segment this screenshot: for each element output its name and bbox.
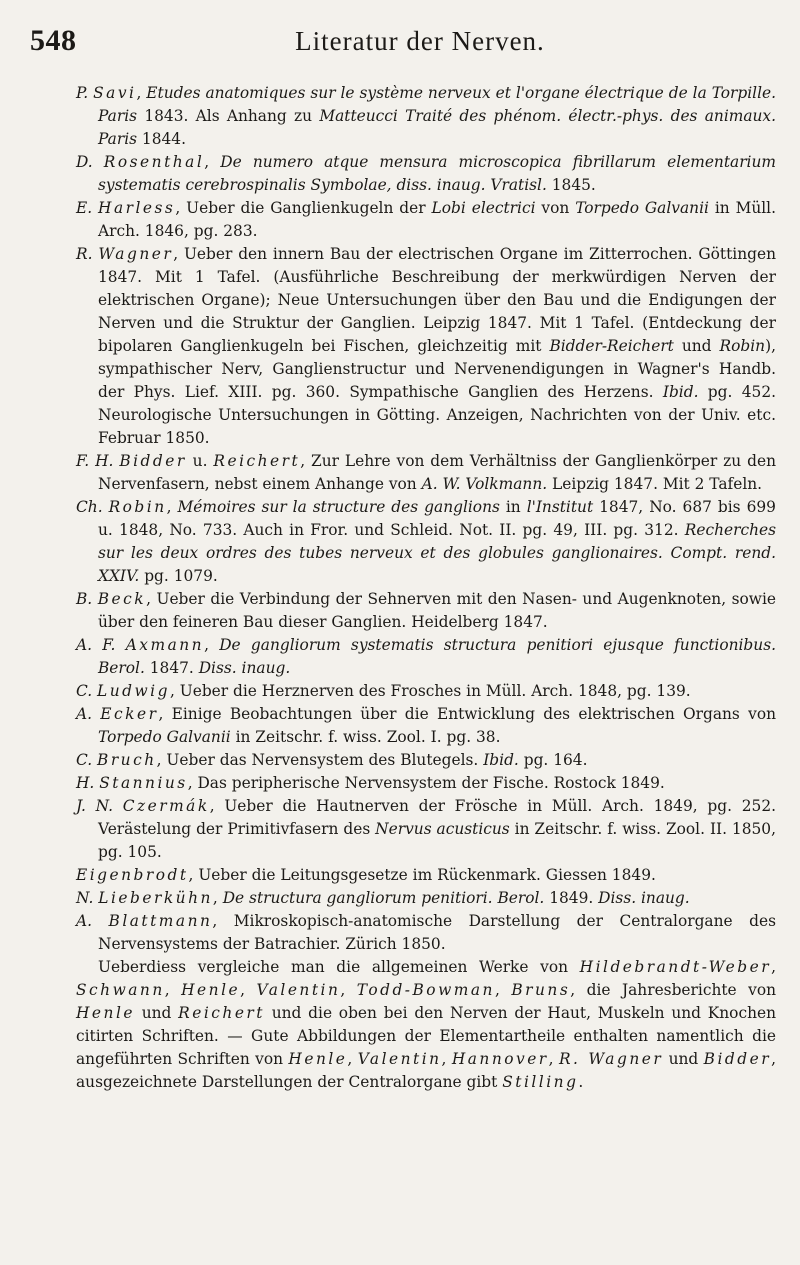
author-name: Schwann bbox=[76, 981, 165, 999]
italic-text: Etudes anatomiques sur le système nerveux et l'organe électrique de la Torpille. Paris bbox=[98, 84, 777, 125]
italic-text: Torpedo Galvanii bbox=[98, 728, 231, 746]
italic-text: N. bbox=[76, 889, 99, 907]
author-name: Rosenthal bbox=[103, 153, 205, 171]
author-name: Bidder bbox=[119, 452, 187, 470]
text-run: in Zeitschr. f. wiss. Zool. I. pg. 38. bbox=[230, 728, 501, 746]
author-name: Beck bbox=[97, 590, 147, 608]
author-name: Blattmann bbox=[108, 912, 213, 930]
italic-text: A. bbox=[76, 912, 109, 930]
text-run: , Das peripherische Nervensystem der Fische. Rostock 1849. bbox=[187, 774, 665, 792]
text-run: und bbox=[663, 1050, 704, 1068]
text-run: in Müll. Arch. 1846, pg. 283. bbox=[98, 199, 776, 240]
text-run: . bbox=[578, 1073, 584, 1091]
text-run: ), sympathischer Nerv, Ganglienstructur und Nervenendigungen in Wagner's Handb. der Phys. Lief. XIII. pg. 360. Sympathische Ganglien des Herzens. bbox=[98, 337, 776, 401]
text-run: , Ueber die Verbindung der Sehnerven mit den Nasen- und Augenknoten, sowie über den feineren Bau dieser Ganglien. Heidelberg 1847. bbox=[98, 590, 776, 631]
running-title: Literatur der Nerven. bbox=[295, 26, 545, 56]
reference-entry bbox=[76, 864, 776, 887]
text-run: , bbox=[494, 981, 512, 999]
author-name: Stannius bbox=[99, 774, 188, 792]
author-name: Harless bbox=[98, 199, 176, 217]
text-run: , Ueber die Hautnerven der Frösche in Müll. Arch. 1849, pg. 252. Verästelung der Primitivfasern des bbox=[98, 797, 777, 838]
reference-entry bbox=[76, 197, 776, 243]
italic-text: E. bbox=[76, 199, 99, 217]
text-run: , bbox=[164, 981, 182, 999]
text-run: Leipzig 1847. Mit 2 Tafeln. bbox=[547, 475, 763, 493]
text-run: , Ueber die Leitungsgesetze im Rückenmark. Giessen 1849. bbox=[188, 866, 656, 884]
author-name: Bidder bbox=[703, 1050, 772, 1068]
reference-entry bbox=[76, 588, 776, 634]
text-run: in Zeitschr. f. wiss. Zool. II. 1850, pg. 105. bbox=[98, 820, 776, 861]
text-run: , bbox=[441, 1050, 452, 1068]
reference-entry bbox=[76, 887, 776, 910]
author-name: R. Wagner bbox=[558, 1050, 664, 1068]
italic-text: F. H. bbox=[76, 452, 120, 470]
italic-text: l'Institut bbox=[526, 498, 594, 516]
text-run: , bbox=[204, 153, 221, 171]
text-run: und bbox=[134, 1004, 179, 1022]
author-name: Henle bbox=[288, 1050, 348, 1068]
text-run: , Ueber den innern Bau der electrischen Organe im Zitterrochen. Göttingen 1847. Mit 1 Tafel. (Ausführliche Beschreibung der merkwürdigen Nerven der elektrischen Organe); Neue Untersuchungen über den Bau und die Endigungen der Nerven und die Struktur der Ganglien. Leipzig 1847. Mit 1 Tafel. (Entdeckung der bipolaren Ganglienkugeln bei Fischen, gleichzeitig mit bbox=[98, 245, 776, 355]
author-name: Savi bbox=[93, 84, 137, 102]
text-run: , die Jahresberichte von bbox=[570, 981, 777, 999]
italic-text: Diss. inaug. bbox=[198, 659, 291, 677]
italic-text: Nervus acusticus bbox=[375, 820, 510, 838]
text-run: 1843. Als Anhang zu bbox=[137, 107, 320, 125]
italic-text: A. F. bbox=[76, 636, 126, 654]
reference-list bbox=[76, 82, 776, 1094]
text-run: in bbox=[499, 498, 527, 516]
text-run: 1847. bbox=[144, 659, 199, 677]
italic-text: Recherches sur les deux ordres des tubes nerveux et des globules ganglionaires. Compt. rend. XXIV. bbox=[98, 521, 776, 585]
reference-entry bbox=[76, 772, 776, 795]
text-run: u. bbox=[186, 452, 214, 470]
reference-entry bbox=[76, 703, 776, 749]
text-run: , Einige Beobachtungen über die Entwicklung des elektrischen Organs von bbox=[158, 705, 776, 723]
author-name: Hannover bbox=[451, 1050, 549, 1068]
author-name: Valentin bbox=[256, 981, 341, 999]
text-run: , bbox=[548, 1050, 559, 1068]
italic-text: C. bbox=[76, 751, 98, 769]
italic-text: Torpedo Galvanii bbox=[575, 199, 709, 217]
italic-text: De structura gangliorum penitiori. Berol. bbox=[222, 889, 545, 907]
closing-paragraph bbox=[76, 956, 776, 1094]
text-run: , ausgezeichnete Darstellungen der Centralorgane gibt bbox=[76, 1050, 776, 1091]
italic-text: De gangliorum systematis structura penitiori ejusque functionibus. Berol. bbox=[98, 636, 776, 677]
text-run: , Ueber das Nervensystem des Blutegels. bbox=[156, 751, 484, 769]
text-run: von bbox=[535, 199, 576, 217]
reference-entry bbox=[76, 680, 776, 703]
text-run: 1847, No. 687 bis 699 u. 1848, No. 733. Auch in Fror. und Schleid. Not. II. pg. 49, III. pg. 312. bbox=[98, 498, 776, 539]
text-run: , bbox=[347, 1050, 358, 1068]
text-run: , bbox=[771, 958, 776, 976]
text-run: , bbox=[166, 498, 178, 516]
text-run: , bbox=[136, 84, 147, 102]
page-number: 548 bbox=[30, 24, 77, 57]
author-name: Czermák bbox=[122, 797, 210, 815]
text-run: , bbox=[212, 889, 223, 907]
author-name: Ludwig bbox=[97, 682, 170, 700]
italic-text: A. W. Volkmann. bbox=[421, 475, 548, 493]
reference-entry bbox=[76, 82, 776, 151]
text-run: , bbox=[240, 981, 257, 999]
italic-text: Ch. bbox=[76, 498, 109, 516]
text-run: 1849. bbox=[544, 889, 599, 907]
text-run: , Ueber die Herznerven des Frosches in Müll. Arch. 1848, pg. 139. bbox=[169, 682, 691, 700]
text-run: und bbox=[673, 337, 720, 355]
author-name: Stilling bbox=[502, 1073, 579, 1091]
reference-entry bbox=[76, 151, 776, 197]
reference-entry bbox=[76, 496, 776, 588]
text-run: pg. 452. Neurologische Untersuchungen in Götting. Anzeigen, Nachrichten von der Univ. etc. Februar 1850. bbox=[98, 383, 777, 447]
author-name: Eigenbrodt bbox=[76, 866, 189, 884]
text-run: und die oben bei den Nerven der Haut, Muskeln und Knochen citirten Schriften. — Gute Abbildungen der Elementartheile enthalten namentlich die angeführten Schriften von bbox=[76, 1004, 776, 1068]
italic-text: Bidder-Reichert bbox=[549, 337, 674, 355]
italic-text: Ibid. bbox=[662, 383, 699, 401]
reference-entry bbox=[76, 243, 776, 450]
italic-text: H. bbox=[76, 774, 100, 792]
author-name: Lieberkühn bbox=[98, 889, 213, 907]
text-run: , Mikroskopisch-anatomische Darstellung der Centralorgane des Nervensystems der Batrachier. Zürich 1850. bbox=[98, 912, 776, 953]
author-name: Reichert bbox=[213, 452, 301, 470]
reference-entry bbox=[76, 749, 776, 772]
italic-text: P. bbox=[76, 84, 94, 102]
italic-text: J. N. bbox=[76, 797, 123, 815]
author-name: Bruns bbox=[511, 981, 571, 999]
italic-text: Matteucci Traité des phénom. électr.-phys. des animaux. Paris bbox=[98, 107, 777, 148]
italic-text: De numero atque mensura microscopica fibrillarum elementarium systematis cerebrospinalis Symbolae, diss. inaug. Vratisl. bbox=[98, 153, 776, 194]
text-run: , Ueber die Ganglienkugeln der bbox=[175, 199, 432, 217]
reference-entry bbox=[76, 910, 776, 956]
reference-entry bbox=[76, 795, 776, 864]
author-name: Henle bbox=[76, 1004, 135, 1022]
text-run: pg. 164. bbox=[518, 751, 588, 769]
italic-text: C. bbox=[76, 682, 98, 700]
italic-text: D. bbox=[76, 153, 104, 171]
author-name: Wagner bbox=[98, 245, 174, 263]
author-name: Valentin bbox=[357, 1050, 442, 1068]
reference-entry bbox=[76, 450, 776, 496]
italic-text: Robin bbox=[719, 337, 766, 355]
text-run: , Zur Lehre von dem Verhältniss der Ganglienkörper zu den Nervenfasern, nebst einem Anhange von bbox=[98, 452, 776, 493]
italic-text: B. bbox=[76, 590, 98, 608]
text-run: 1844. bbox=[137, 130, 186, 148]
page-header bbox=[0, 24, 800, 64]
author-name: Hildebrandt-Weber bbox=[579, 958, 772, 976]
author-name: Ecker bbox=[100, 705, 159, 723]
author-name: Reichert bbox=[178, 1004, 265, 1022]
text-run: Ueberdiess vergleiche man die allgemeinen Werke von bbox=[98, 958, 580, 976]
italic-text: Diss. inaug. bbox=[598, 889, 690, 907]
text-run: pg. 1079. bbox=[139, 567, 218, 585]
reference-entry bbox=[76, 634, 776, 680]
italic-text: A. bbox=[76, 705, 101, 723]
author-name: Axmann bbox=[125, 636, 205, 654]
text-run: , bbox=[340, 981, 357, 999]
text-run: 1845. bbox=[546, 176, 596, 194]
italic-text: Mémoires sur la structure des ganglions bbox=[177, 498, 500, 516]
author-name: Henle bbox=[181, 981, 241, 999]
author-name: Todd-Bowman bbox=[356, 981, 495, 999]
author-name: Robin bbox=[108, 498, 167, 516]
italic-text: Lobi electrici bbox=[431, 199, 536, 217]
text-run: , bbox=[204, 636, 220, 654]
author-name: Bruch bbox=[97, 751, 157, 769]
italic-text: R. bbox=[76, 245, 99, 263]
italic-text: Ibid. bbox=[483, 751, 519, 769]
